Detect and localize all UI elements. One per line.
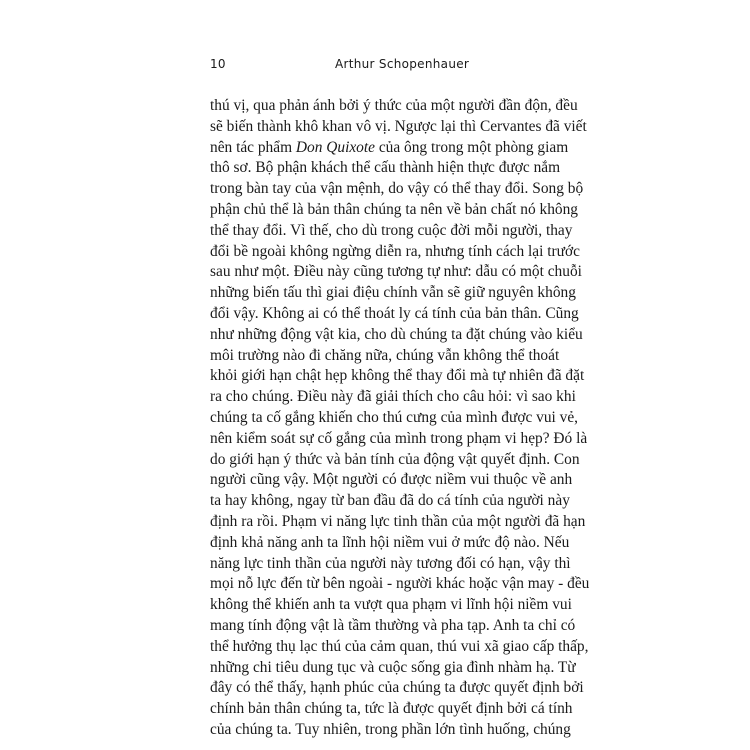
text-line: môi trường nào đi chăng nữa, chúng vẫn không thể thoát [210,346,560,364]
text-line: nên kiểm soát sự cố gắng của mình trong phạm vi hẹp? Đó là [210,429,588,447]
text-line: khỏi giới hạn chật hẹp không thể thay đổi mà tự nhiên đã đặt [210,367,585,385]
text-line: phận chủ thể là bản thân chúng ta nên về bản chất nó không [210,200,578,218]
text-line: đây có thể thấy, hạnh phúc của chúng ta được quyết định bởi [210,679,584,697]
text-line: thể thay đổi. Vì thế, cho dù trong cuộc đời mỗi người, thay [210,221,573,239]
text-line: định ra rồi. Phạm vi năng lực tinh thần của một người đã hạn [210,512,586,530]
text-line: trong bàn tay của vận mệnh, do vậy có thể thay đổi. Song bộ [210,180,584,198]
text-line: của chúng ta. Tuy nhiên, trong phần lớn tình huống, chúng [210,720,571,738]
text-line: thể hưởng thụ lạc thú của cảm quan, thú vui xã giao cấp thấp, [210,637,589,655]
text-line: mọi nỗ lực đến từ bên ngoài - người khác hoặc vận may - đều [210,575,590,593]
text-line: không thể khiến anh ta vượt qua phạm vi lĩnh hội niềm vui [210,596,572,614]
text-segment: nên tác phẩm [210,138,296,156]
text-line: ta hay không, ngay từ ban đầu đã do cá tính của người này [210,492,570,510]
text-line: sau như một. Điều này cũng tương tự như: dẫu có một chuỗi [210,263,582,281]
text-line: chúng ta cố gắng khiến cho thú cưng của mình được vui vẻ, [210,408,579,426]
running-title: Arthur Schopenhauer [335,57,470,71]
text-line: chính bản thân chúng ta, tức là được quyết định bởi cá tính [210,700,573,718]
text-segment: của ông trong một phòng giam [374,138,569,156]
text-line: như những động vật kia, cho dù chúng ta đặt chúng vào kiểu [210,325,583,343]
page-number: 10 [210,57,226,71]
text-line: đổi vậy. Không ai có thể thoát ly cá tính của bản thân. Cũng [210,304,579,322]
running-header [210,57,540,77]
text-line: do giới hạn ý thức và bản tính của động vật quyết định. Con [210,450,580,468]
text-line: ra cho chúng. Điều này đã giải thích cho câu hỏi: vì sao khi [210,388,576,406]
text-line: đổi bề ngoài không ngừng diễn ra, nhưng tính cách lại trước [210,242,580,260]
text-line: năng lực tinh thần của người này tương đối có hạn, vậy thì [210,554,571,572]
text-line: những chi tiêu dung tục và cuộc sống gia đình nhàm hạ. Từ [210,658,576,676]
text-line: định khả năng anh ta lĩnh hội niềm vui ở mức độ nào. Nếu [210,533,570,551]
text-line: mang tính động vật là tầm thường và pha tạp. Anh ta chỉ có [210,616,576,634]
text-line: những biến tấu thì giai điệu chính vẫn sẽ giữ nguyên không [210,284,576,302]
body-text [210,96,590,741]
text-line: thô sơ. Bộ phận khách thể cấu thành hiện thực được nắm [210,159,561,177]
text-line: thú vị, qua phản ánh bởi ý thức của một người đần độn, đều [210,97,578,114]
text-line [210,138,569,159]
book-title-italic: Don Quixote [295,138,375,156]
text-line: sẽ biến thành khô khan vô vị. Ngược lại thì Cervantes đã viết [210,117,587,135]
text-line: người cũng vậy. Một người có được niềm vui thuộc về anh [210,471,573,489]
